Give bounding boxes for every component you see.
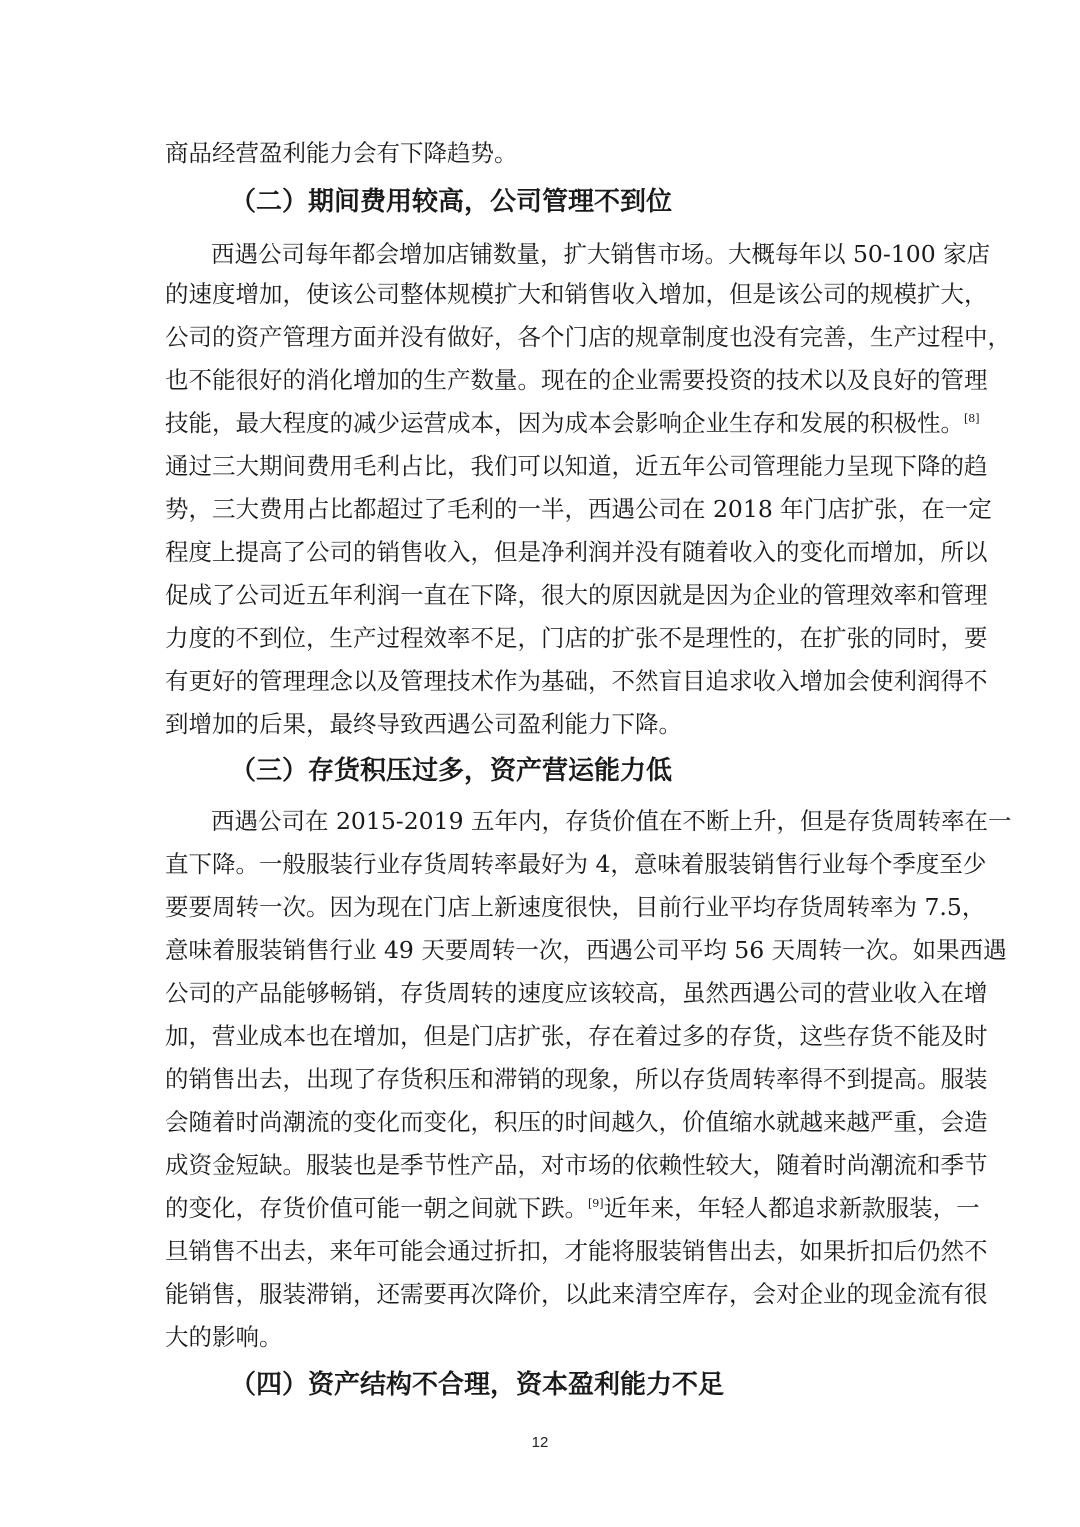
paragraph-line: 有更好的管理理念以及管理技术作为基础，不然盲目追求收入增加会使利润得不 [165,667,988,695]
paragraph-line: 程度上提高了公司的销售收入，但是净利润并没有随着收入的变化而增加，所以 [165,538,988,566]
paragraph-line: 会随着时尚潮流的变化而变化，积压的时间越久，价值缩水就越来越严重，会造 [165,1108,988,1136]
section-heading-4: （四）资产结构不合理，资本盈利能力不足 [230,1370,725,1400]
section-heading-3: （三）存货积压过多，资产营运能力低 [230,756,673,786]
paragraph-line: 的速度增加，使该公司整体规模扩大和销售收入增加，但是该公司的规模扩大， [165,280,988,308]
citation-8: [8] [964,412,980,426]
paragraph-line: 意味着服装销售行业 49 天要周转一次，西遇公司平均 56 天周转一次。如果西遇 [165,936,1007,964]
paragraph-line: 西遇公司每年都会增加店铺数量，扩大销售市场。大概每年以 50-100 家店 [211,240,991,268]
paragraph-line [165,1193,980,1223]
citation-9: [9] [588,1197,604,1211]
paragraph-line: 力度的不到位，生产过程效率不足，门店的扩张不是理性的，在扩张的同时，要 [165,624,988,652]
paragraph-line: 加，营业成本也在增加，但是门店扩张，存在着过多的存货，这些存货不能及时 [165,1022,988,1050]
paragraph-line: 促成了公司近五年利润一直在下降，很大的原因就是因为企业的管理效率和管理 [165,581,988,609]
paragraph-line: 的销售出去，出现了存货积压和滞销的现象，所以存货周转率得不到提高。服装 [165,1065,988,1093]
paragraph-line [165,408,980,438]
paragraph-line: 商品经营盈利能力会有下降趋势。 [165,139,518,167]
paragraph-line: 要要周转一次。因为现在门店上新速度很快，目前行业平均存货周转率为 7.5， [165,893,986,921]
paragraph-line: 到增加的后果，最终导致西遇公司盈利能力下降。 [165,710,682,738]
paragraph-line: 能销售，服装滞销，还需要再次降价，以此来清空库存，会对企业的现金流有很 [165,1280,988,1308]
line-text: 技能，最大程度的减少运营成本，因为成本会影响企业生存和发展的积极性。 [165,409,964,437]
paragraph-line: 公司的产品能够畅销，存货周转的速度应该较高，虽然西遇公司的营业收入在增 [165,979,988,1007]
paragraph-line: 公司的资产管理方面并没有做好，各个门店的规章制度也没有完善，生产过程中， [165,323,1011,351]
paragraph-line: 也不能很好的消化增加的生产数量。现在的企业需要投资的技术以及良好的管理 [165,366,988,394]
section-heading-2: （二）期间费用较高，公司管理不到位 [230,187,673,217]
paragraph-line: 大的影响。 [165,1323,283,1351]
page-number: 12 [531,1434,549,1451]
paragraph-line: 通过三大期间费用毛利占比，我们可以知道，近五年公司管理能力呈现下降的趋 [165,452,988,480]
paragraph-line: 西遇公司在 2015-2019 五年内，存货价值在不断上升，但是存货周转率在一 [211,807,1012,835]
paragraph-line: 成资金短缺。服装也是季节性产品，对市场的依赖性较大，随着时尚潮流和季节 [165,1151,988,1179]
paragraph-line: 旦销售不出去，来年可能会通过折扣，才能将服装销售出去，如果折扣后仍然不 [165,1237,988,1265]
paragraph-line: 势，三大费用占比都超过了毛利的一半，西遇公司在 2018 年门店扩张，在一定 [165,495,992,523]
paragraph-line: 直下降。一般服装行业存货周转率最好为 4，意味着服装销售行业每个季度至少 [165,850,987,878]
line-text: 近年来，年轻人都追求新款服装，一 [603,1194,980,1222]
line-text: 的变化，存货价值可能一朝之间就下跌。 [165,1194,588,1222]
